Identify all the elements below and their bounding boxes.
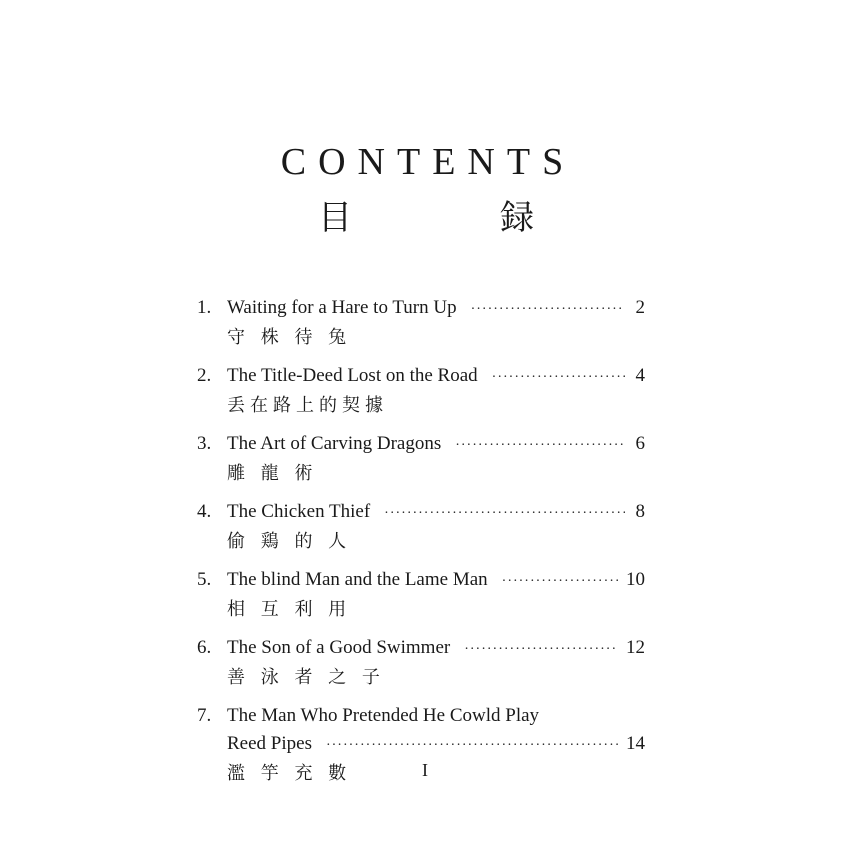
entry-title: The blind Man and the Lame Man: [227, 569, 488, 590]
dot-leader: [492, 370, 625, 386]
entry-title: The Title-Deed Lost on the Road: [227, 365, 478, 386]
entry-page-number: 8: [635, 501, 645, 522]
entry-title: The Son of a Good Swimmer: [227, 637, 451, 658]
entry-chinese-title: 偷 鶏 的 人: [227, 531, 352, 552]
entry-number: 7.: [197, 705, 212, 726]
entry-number: 3.: [197, 433, 212, 454]
page-subtitle: [318, 190, 534, 239]
page-title: CONTENTS: [280, 141, 576, 183]
toc-entry-3[interactable]: [197, 433, 645, 487]
toc-entry-5[interactable]: [197, 569, 645, 623]
entry-page-number: 10: [626, 569, 645, 590]
toc-entry-2[interactable]: [197, 365, 645, 419]
toc-entry-6[interactable]: [197, 637, 645, 691]
entry-title: The Art of Carving Dragons: [227, 433, 442, 454]
toc-entry-1[interactable]: [197, 297, 645, 351]
entry-number: 5.: [197, 569, 212, 590]
entry-page-number: 4: [635, 365, 645, 386]
entry-title: Waiting for a Hare to Turn Up: [227, 297, 457, 318]
dot-leader: [455, 438, 625, 454]
entry-number: 2.: [197, 365, 212, 386]
entry-chinese-title: 相 互 利 用: [227, 599, 352, 620]
entry-number: 6.: [197, 637, 212, 658]
toc-entry-4[interactable]: [197, 501, 645, 555]
entry-title-continued: Reed Pipes: [227, 733, 312, 754]
entry-chinese-title: 雕 龍 術: [227, 463, 318, 484]
subtitle-char-1: 目: [318, 198, 352, 238]
subtitle-char-2: 録: [500, 198, 534, 238]
dot-leader: [326, 738, 618, 754]
entry-page-number: 6: [635, 433, 645, 454]
table-of-contents: [197, 297, 645, 801]
entry-chinese-title: 濫 竽 充 數: [227, 763, 352, 784]
entry-number: 1.: [197, 297, 212, 318]
dot-leader: [502, 574, 618, 590]
entry-number: 4.: [197, 501, 212, 522]
entry-title: The Man Who Pretended He Cowld Play: [227, 705, 540, 726]
entry-chinese-title: 善 泳 者 之 子: [227, 667, 385, 688]
entry-page-number: 14: [626, 733, 645, 754]
entry-title: The Chicken Thief: [227, 501, 371, 522]
page-folio: I: [422, 760, 428, 780]
entry-page-number: 2: [635, 297, 645, 318]
dot-leader: [464, 642, 618, 658]
entry-chinese-title: 守 株 待 兔: [227, 327, 352, 348]
entry-page-number: 12: [626, 637, 645, 658]
entry-chinese-title: 丢在路上的契據: [227, 395, 388, 416]
dot-leader: [384, 506, 625, 522]
dot-leader: [471, 302, 625, 318]
